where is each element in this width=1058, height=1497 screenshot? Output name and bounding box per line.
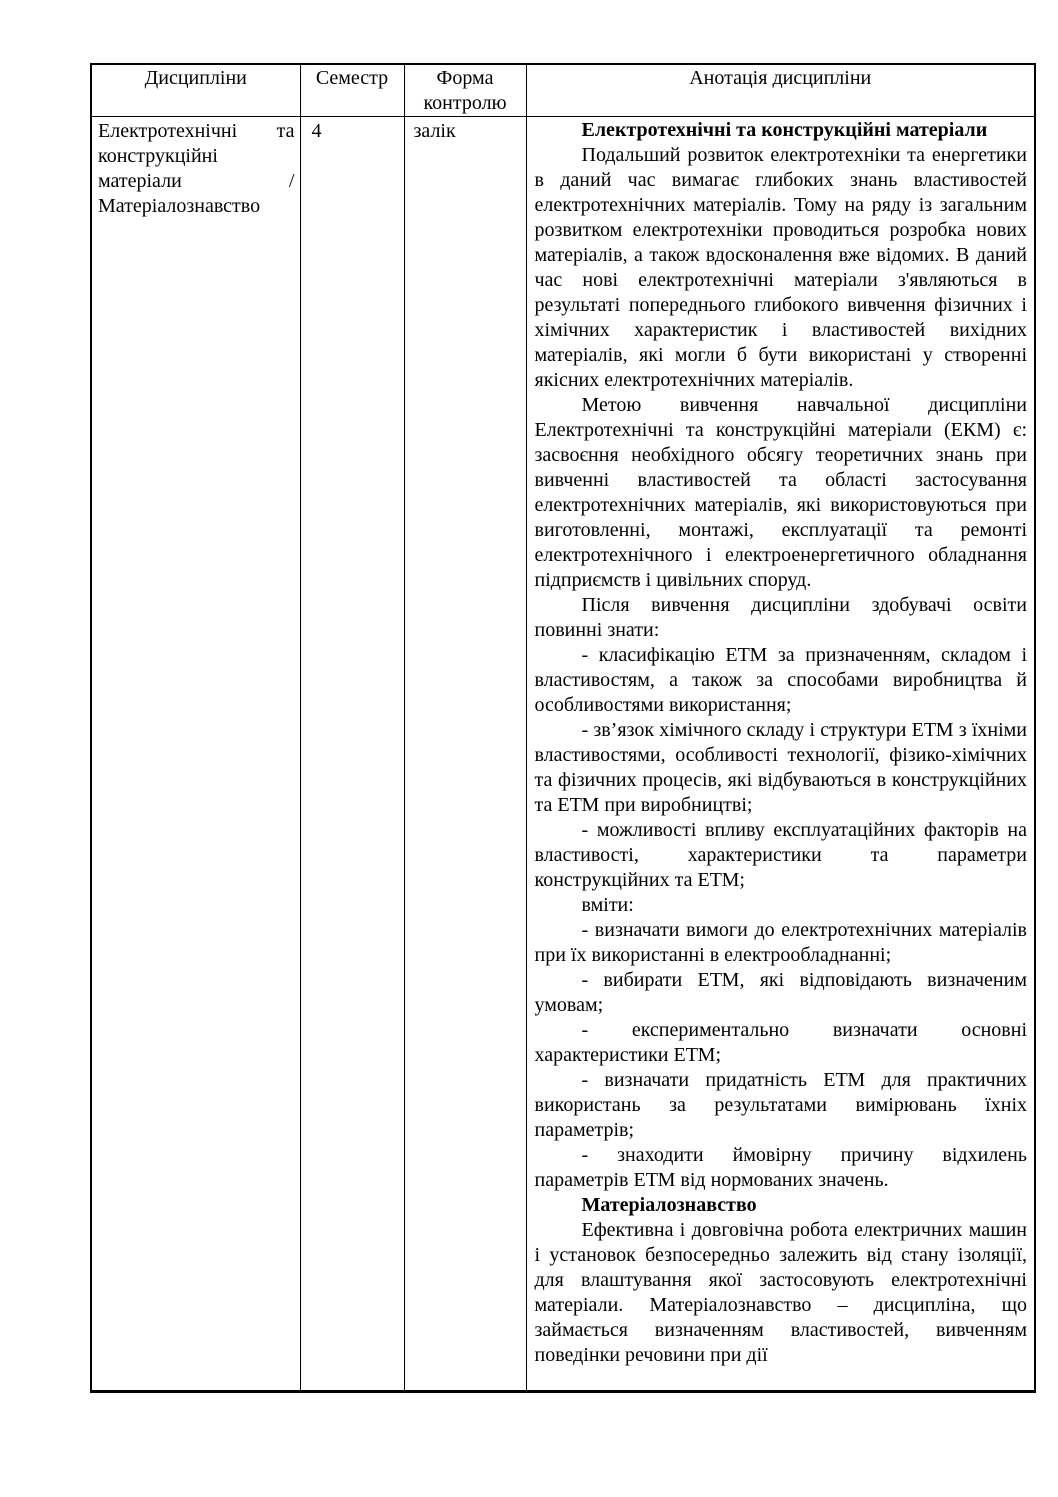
control-form-cell: залік xyxy=(404,117,526,1392)
annotation-paragraph: Ефективна і довговічна робота електричних машин і установок безпосередньо залежить від стану ізоляції, для влаштування якої застосовують електротехнічні матеріали. Матеріалознавство – дисципліна, що займається визначенням властивостей, вивченням поведінки речовини при дії xyxy=(534,1219,1027,1366)
annotation-list-item: - зв’язок хімічного складу і структури ЕТМ з їхніми властивостями, особливості технології, фізико-хімічних та фізичних процесів, які відбуваються в конструкційних та ЕТМ при виробництві; xyxy=(534,719,1027,816)
discipline-table xyxy=(90,63,1036,1393)
annotation-subtitle: Матеріалознавство xyxy=(581,1194,757,1216)
annotation-paragraph: Після вивчення дисципліни здобувачі освіти повинні знати: xyxy=(534,594,1027,641)
table-header-row xyxy=(91,64,1035,117)
annotation-list-item: - визначати придатність ЕТМ для практичних використань за результатами вимірювань їхніх параметрів; xyxy=(534,1069,1027,1141)
annotation-list-item: - експериментально визначати основні характеристики ЕТМ; xyxy=(534,1019,1027,1066)
annotation-list-item: - класифікацію ЕТМ за призначенням, складом і властивостям, а також за способами виробництва й особливостями використання; xyxy=(534,644,1027,716)
annotation-list-item: - визначати вимоги до електротехнічних матеріалів при їх використанні в електрообладнанні; xyxy=(534,919,1027,966)
annotation-text-block xyxy=(527,117,1035,1390)
annotation-list-item: - вибирати ЕТМ, які відповідають визначеним умовам; xyxy=(534,969,1027,1016)
annotation-cell xyxy=(526,117,1035,1392)
annotation-list-item: - знаходити ймовірну причину відхилень параметрів ЕТМ від нормованих значень. xyxy=(534,1144,1027,1191)
semester-cell: 4 xyxy=(300,117,404,1392)
column-header-semester: Семестр xyxy=(300,64,404,117)
column-header-annotation: Анотація дисципліни xyxy=(526,64,1035,117)
annotation-paragraph: вміти: xyxy=(581,894,634,916)
discipline-cell: Електротехнічні та конструкційні матеріали / Матеріалознавство xyxy=(91,117,300,1392)
annotation-paragraph: Подальший розвиток електротехніки та енергетики в даний час вимагає глибоких знань властивостей електротехнічних матеріалів. Тому на ряду із загальним розвитком електротехніки проводиться розробка нових матеріалів, а також вдосконалення вже відомих. В даний час нові електротехнічні матеріали з'являються в результаті попереднього глибокого вивчення фізичних і хімічних характеристик і властивостей вихідних матеріалів, які могли б бути використані у створенні якісних електротехнічних матеріалів. xyxy=(534,144,1027,391)
annotation-title: Електротехнічні та конструкційні матеріали xyxy=(581,119,988,141)
table-row xyxy=(91,117,1035,1392)
column-header-control-form: Форма контролю xyxy=(404,64,526,117)
annotation-list-item: - можливості впливу експлуатаційних факторів на властивості, характеристики та параметри конструкційних та ЕТМ; xyxy=(534,819,1027,891)
column-header-discipline: Дисципліни xyxy=(91,64,300,117)
annotation-paragraph: Метою вивчення навчальної дисципліни Електротехнічні та конструкційні матеріали (ЕКМ) є: засвоєння необхідного обсягу теоретичних знань при вивченні властивостей та області застосування електротехнічних матеріалів, які використовуються при виготовленні, монтажі, експлуатації та ремонті електротехнічного і електроенергетичного обладнання підприємств і цивільних споруд. xyxy=(534,394,1027,591)
